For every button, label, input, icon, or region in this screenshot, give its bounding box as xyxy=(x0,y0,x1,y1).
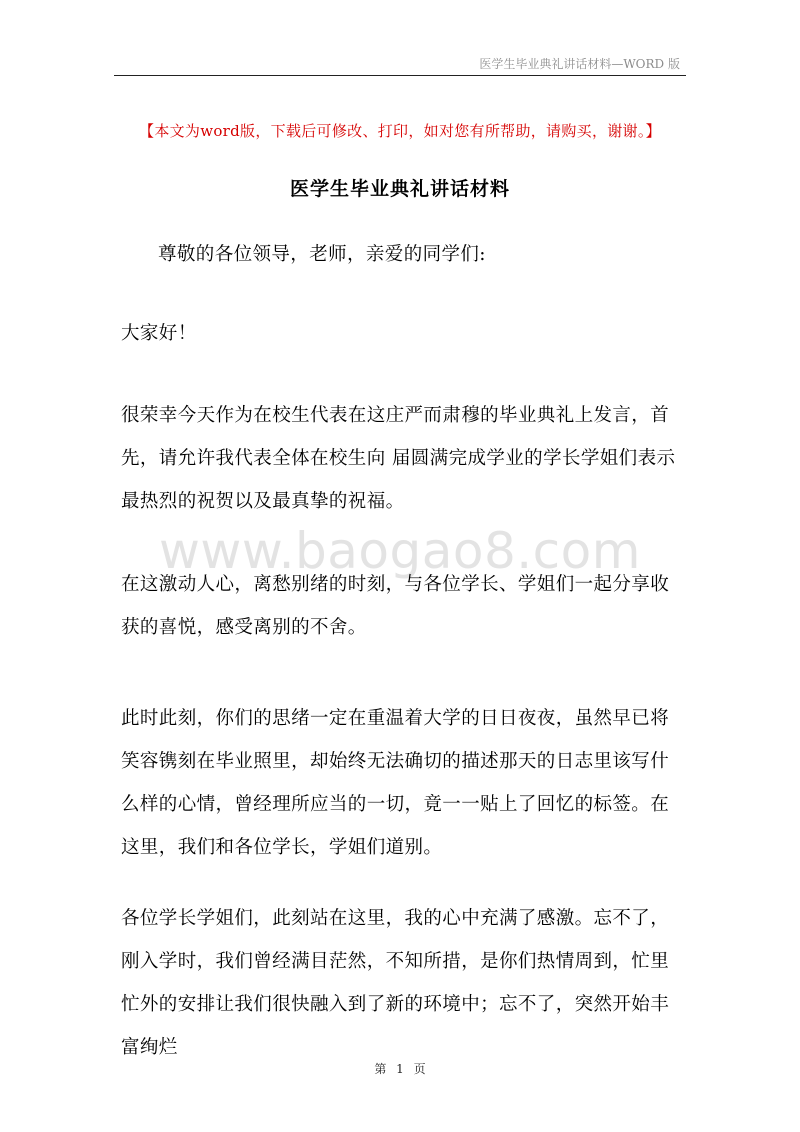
page-number: 1 xyxy=(396,1062,404,1076)
running-header: 医学生毕业典礼讲话材料—WORD 版 xyxy=(479,57,680,71)
body-paragraph: 在这激动人心，离愁别绪的时刻，与各位学长、学姐们一起分享收获的喜悦，感受离别的不舍。 xyxy=(121,574,670,638)
footer-suffix: 页 xyxy=(413,1062,426,1076)
watermark: www.baogao8.com xyxy=(159,522,641,580)
purchase-notice: 【本文为word版，下载后可修改、打印，如对您有所帮助，请购买，谢谢。】 xyxy=(139,122,661,140)
salutation: 尊敬的各位领导，老师，亲爱的同学们: xyxy=(158,244,486,265)
greeting: 大家好！ xyxy=(121,323,197,344)
body-paragraph: 各位学长学姐们，此刻站在这里，我的心中充满了感激。忘不了，刚入学时，我们曾经满目茫然，不知所措，是你们热情周到，忙里忙外的安排让我们很快融入到了新的环境中；忘不了，突然开始丰富绚烂 xyxy=(121,908,670,1058)
footer-prefix: 第 xyxy=(374,1062,387,1076)
document-title: 医学生毕业典礼讲话材料 xyxy=(289,178,510,200)
page-footer xyxy=(0,1060,800,1077)
header-rule xyxy=(114,75,686,76)
body-paragraph: 很荣幸今天作为在校生代表在这庄严而肃穆的毕业典礼上发言，首先，请允许我代表全体在校生向 届圆满完成学业的学长学姐们表示最热烈的祝贺以及最真挚的祝福。 xyxy=(121,405,676,512)
body-paragraph: 此时此刻，你们的思绪一定在重温着大学的日日夜夜，虽然早已将笑容镌刻在毕业照里，却始终无法确切的描述那天的日志里该写什么样的心情，曾经理所应当的一切，竟一一贴上了回忆的标签。在这里，我们和各位学长，学姐们道别。 xyxy=(121,708,670,858)
